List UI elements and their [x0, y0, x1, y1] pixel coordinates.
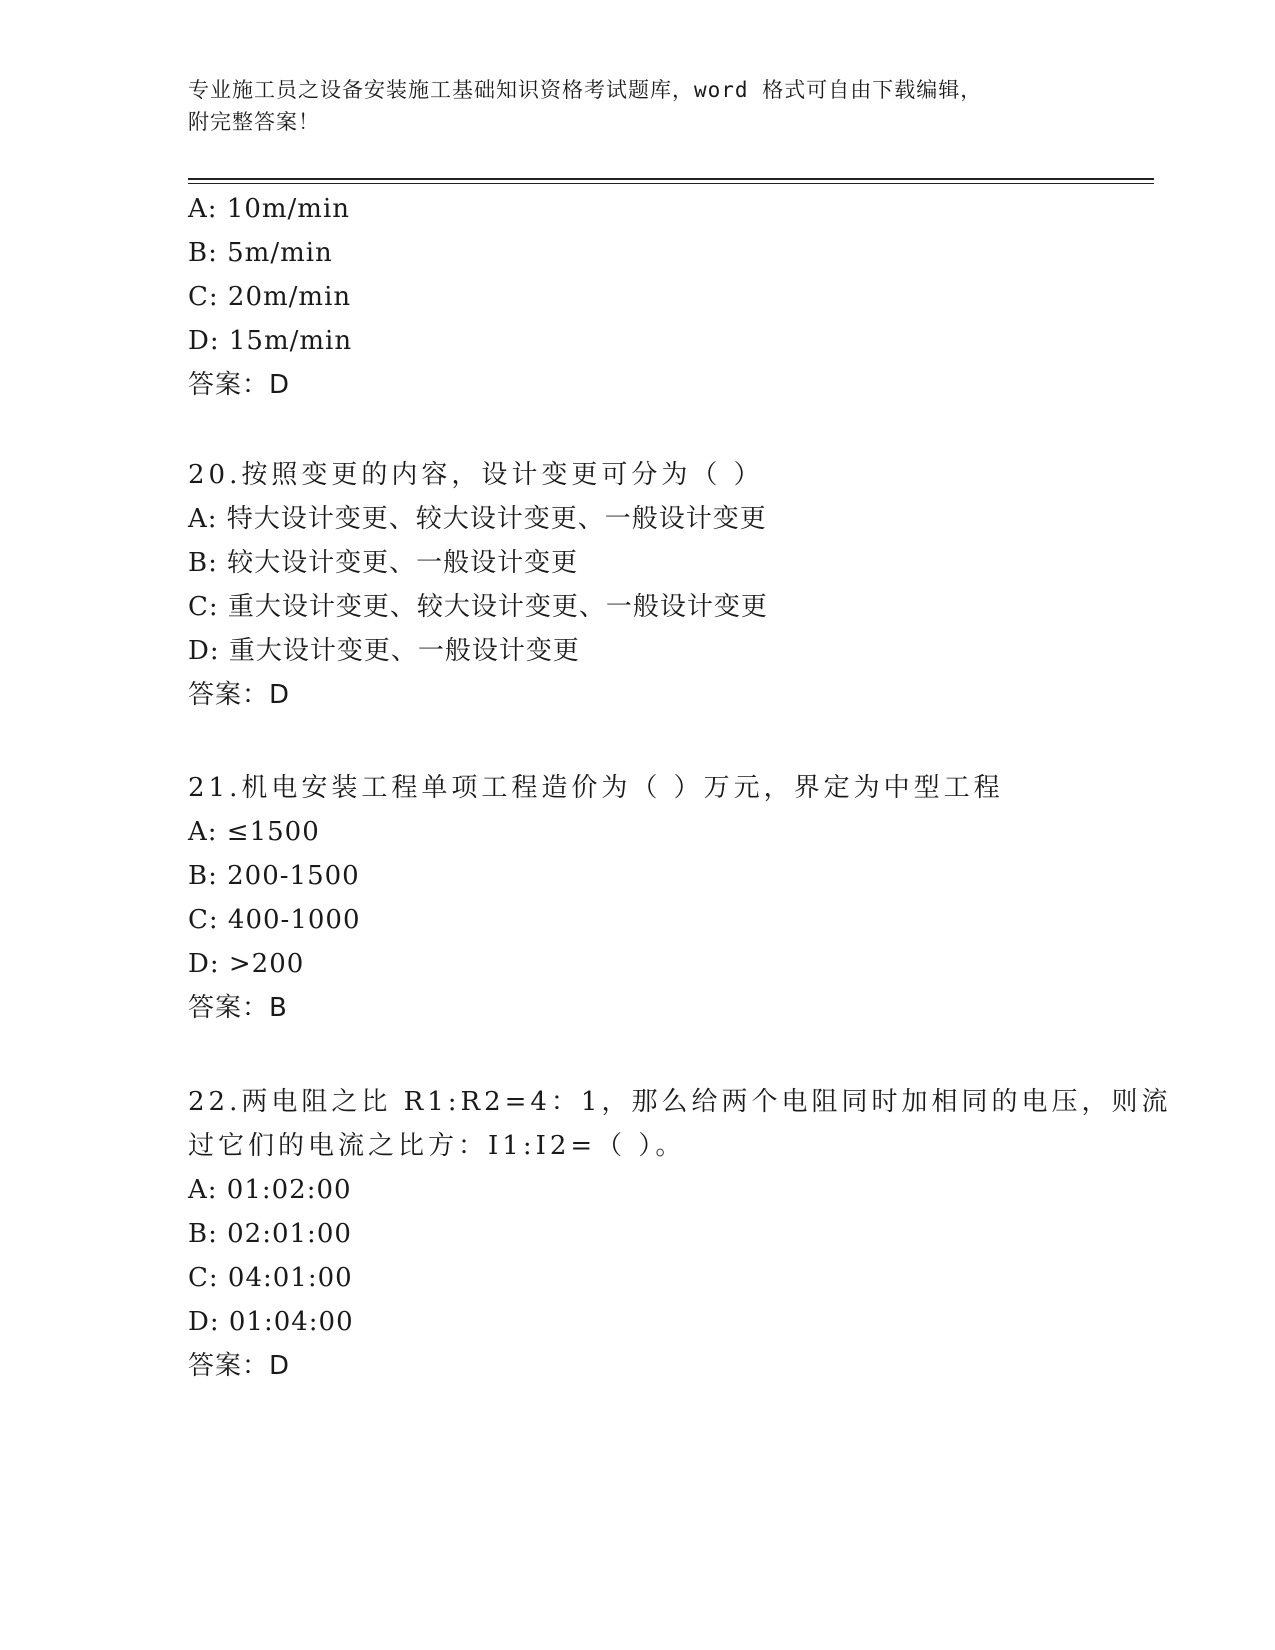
- q19-option-c: C: 20m/min: [188, 282, 352, 312]
- q22-question-line-1: 22.两电阻之比 R1:R2=4：1，那么给两个电阻同时加相同的电压，则流: [188, 1087, 1172, 1117]
- q22-option-a: A: 01:02:00: [188, 1175, 352, 1205]
- q20-question: 20.按照变更的内容，设计变更可分为（ ）: [188, 460, 764, 490]
- q22-option-d: D: 01:04:00: [188, 1307, 354, 1337]
- q21-question: 21.机电安装工程单项工程造价为（ ）万元，界定为中型工程: [188, 773, 1004, 803]
- header-divider-thick: [188, 178, 1154, 180]
- q20-option-c: C: 重大设计变更、较大设计变更、一般设计变更: [188, 592, 768, 622]
- header-divider-thin: [188, 183, 1154, 184]
- q19-option-a: A: 10m/min: [188, 194, 351, 224]
- q21-answer: 答案：B: [188, 993, 288, 1023]
- document-header: [188, 74, 1088, 138]
- q21-option-d: D: >200: [188, 949, 305, 979]
- q19-option-d: D: 15m/min: [188, 326, 353, 356]
- q20-option-b: B: 较大设计变更、一般设计变更: [188, 548, 579, 578]
- q21-option-b: B: 200-1500: [188, 861, 360, 891]
- q22-option-b: B: 02:01:00: [188, 1219, 352, 1249]
- q22-answer: 答案：D: [188, 1351, 291, 1381]
- q21-option-a: A: ≤1500: [188, 817, 320, 847]
- header-line-2: 附完整答案！: [188, 110, 320, 134]
- q20-answer: 答案：D: [188, 680, 291, 710]
- q22-option-c: C: 04:01:00: [188, 1263, 353, 1293]
- q20-option-a: A: 特大设计变更、较大设计变更、一般设计变更: [188, 504, 767, 534]
- q19-answer: 答案：D: [188, 370, 291, 400]
- q19-option-b: B: 5m/min: [188, 238, 333, 268]
- header-line-1: 专业施工员之设备安装施工基础知识资格考试题库，word 格式可自由下载编辑，: [188, 78, 983, 102]
- q21-option-c: C: 400-1000: [188, 905, 361, 935]
- q22-question-line-2: 过它们的电流之比方：I1:I2=（ ）。: [188, 1131, 686, 1161]
- q20-option-d: D: 重大设计变更、一般设计变更: [188, 636, 580, 666]
